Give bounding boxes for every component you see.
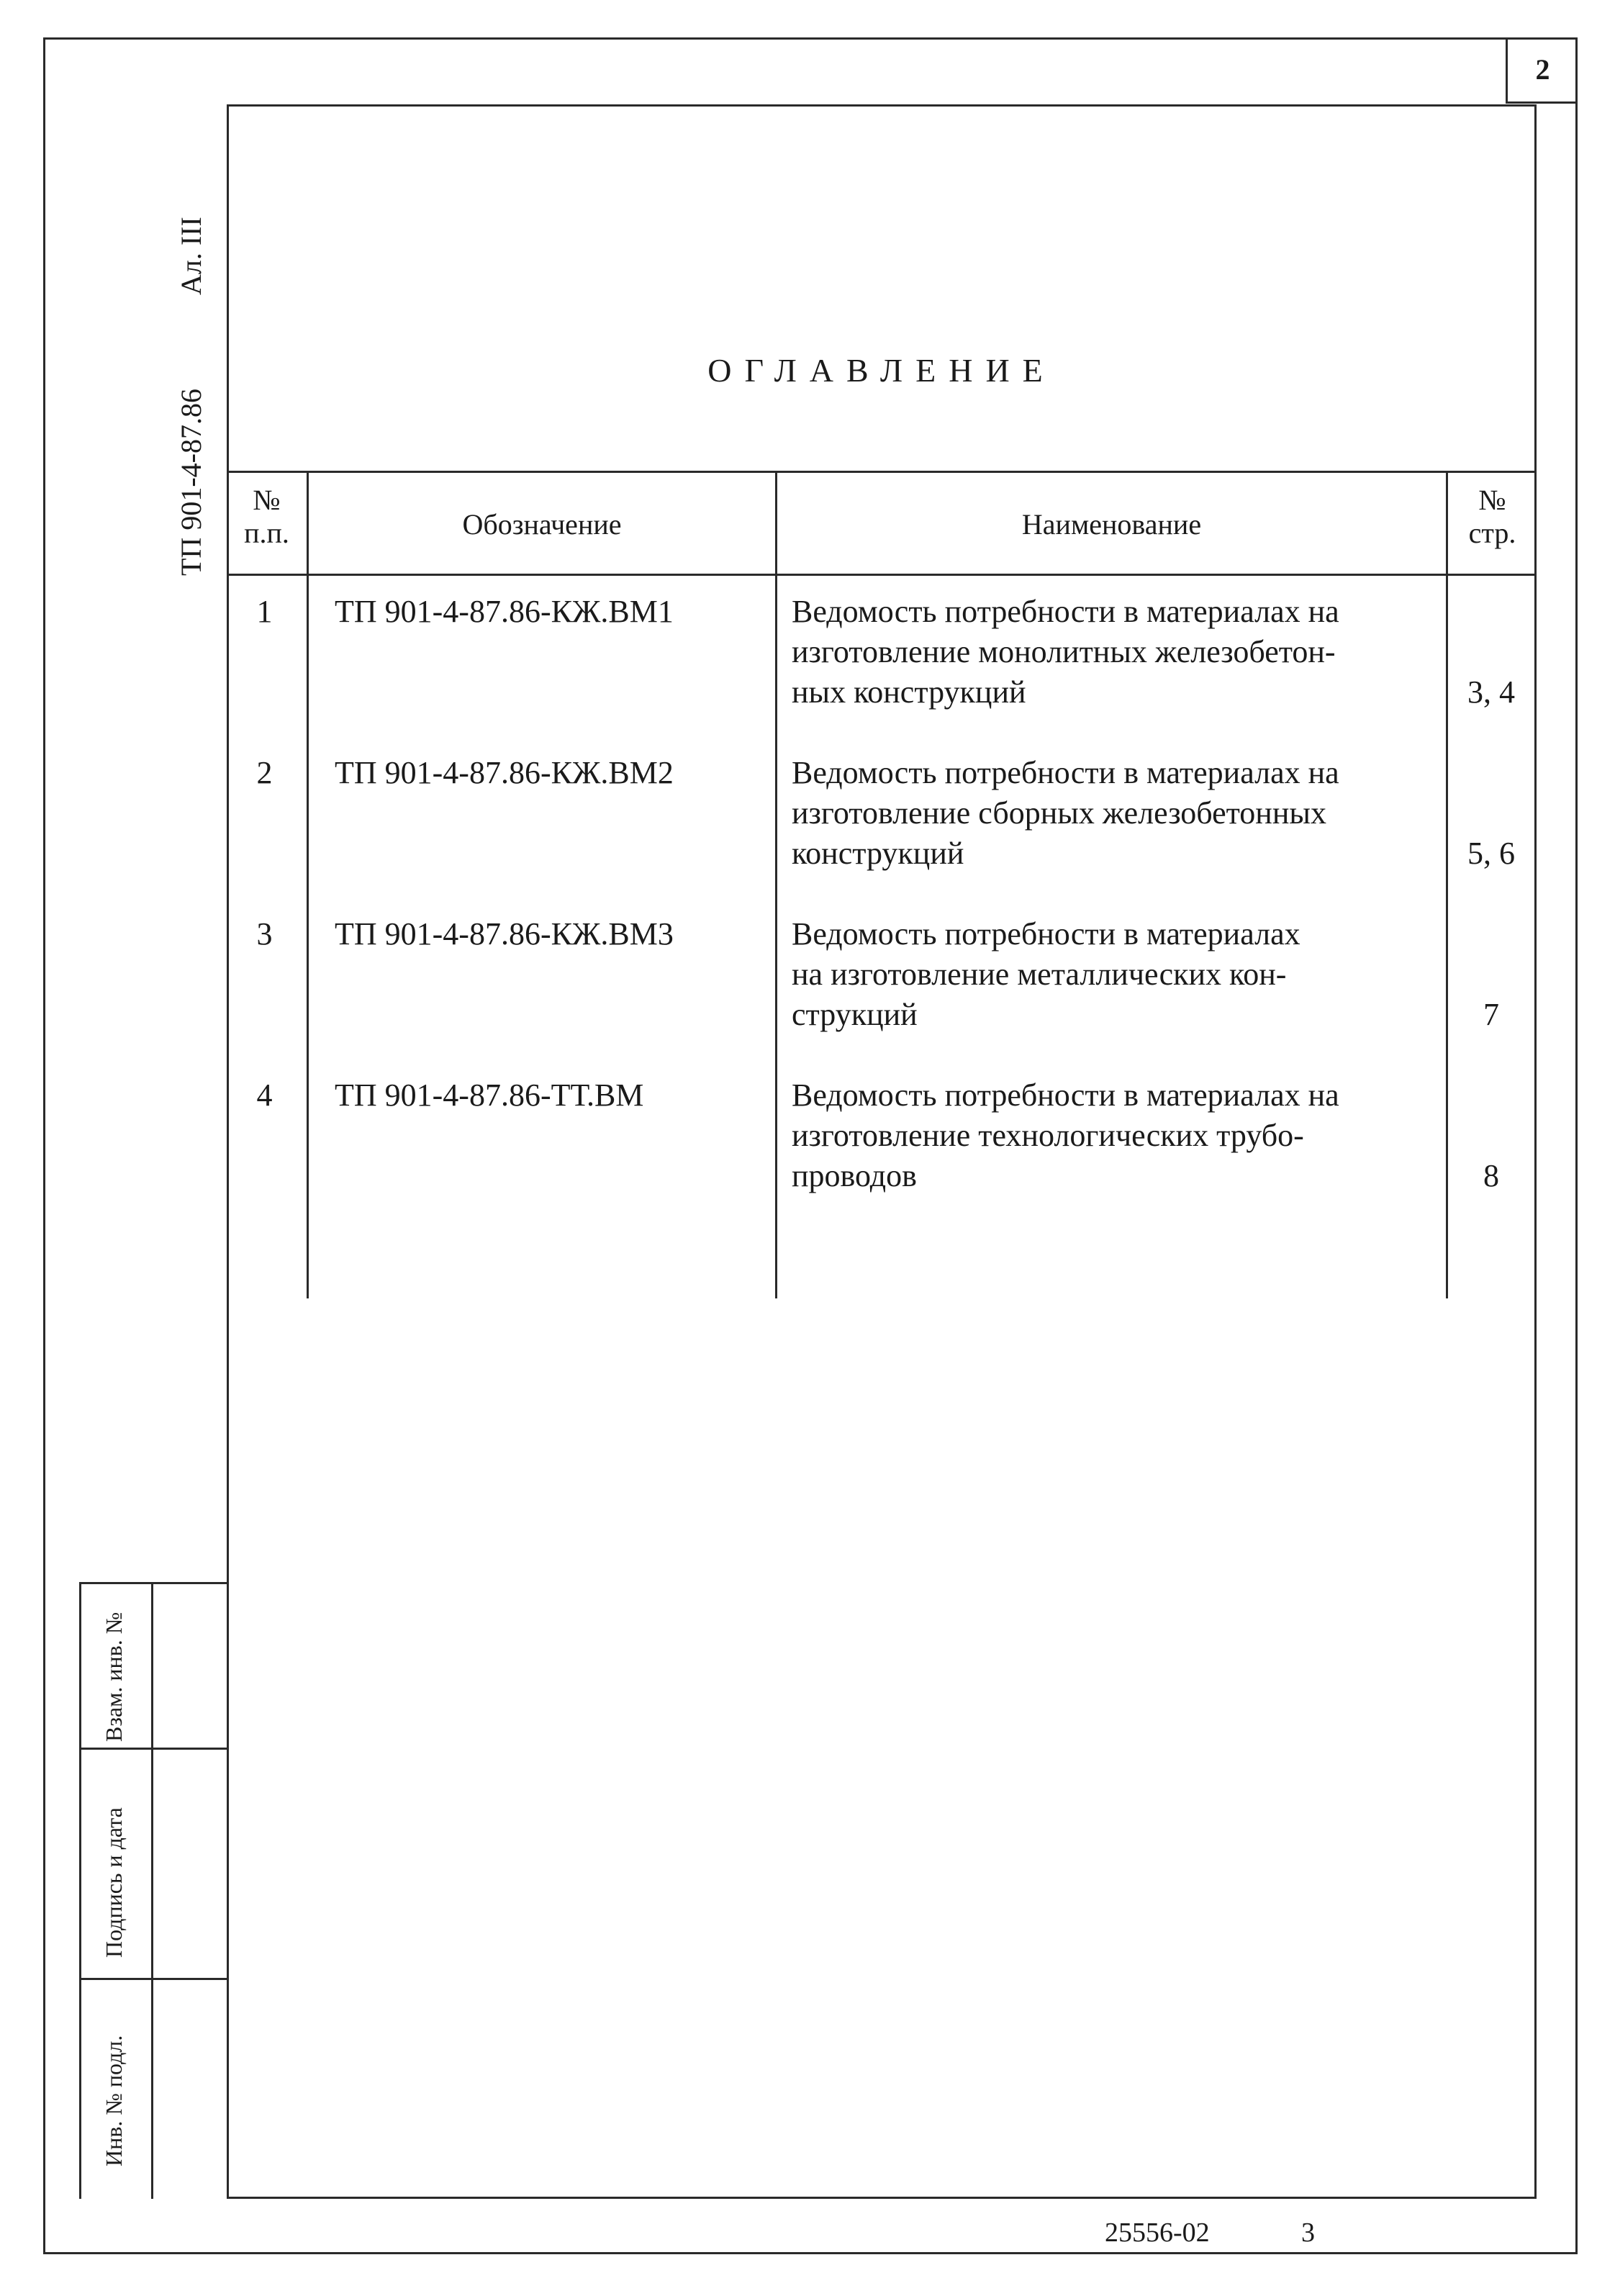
row-3-num: 3 bbox=[256, 916, 273, 952]
stamp-mid-vertical bbox=[151, 1582, 153, 2199]
row-3-name bbox=[792, 914, 1439, 1035]
header-page-abbr: стр. bbox=[1468, 517, 1516, 549]
table-header-bottom-line bbox=[227, 574, 1537, 576]
row-4-name bbox=[792, 1075, 1439, 1196]
row-2-num: 2 bbox=[256, 755, 273, 790]
stamp-replace-inv: Взам. инв. № bbox=[101, 1612, 127, 1742]
row-4-name-line-1: Ведомость потребности в материалах на bbox=[792, 1077, 1339, 1113]
sheet-number: 2 bbox=[1506, 37, 1578, 104]
row-1-num: 1 bbox=[256, 594, 273, 629]
stamp-left-line bbox=[79, 1582, 81, 2199]
row-3-name-line-2: на изготовление металлических кон- bbox=[792, 957, 1287, 992]
row-1-designation: ТП 901-4-87.86-КЖ.ВМ1 bbox=[335, 594, 674, 629]
row-1-name-line-2: изготовление монолитных железобетон- bbox=[792, 634, 1336, 669]
row-3-designation: ТП 901-4-87.86-КЖ.ВМ3 bbox=[335, 916, 674, 952]
stamp-signature-date: Подпись и дата bbox=[101, 1807, 127, 1958]
table-top-line bbox=[227, 471, 1537, 473]
row-3-name-line-3: струкций bbox=[792, 997, 918, 1032]
side-code-label bbox=[174, 217, 208, 576]
row-2-page: 5, 6 bbox=[1467, 836, 1515, 871]
page-title: ОГЛАВЛЕНИЕ bbox=[707, 352, 1056, 389]
row-2-name-line-1: Ведомость потребности в материалах на bbox=[792, 755, 1339, 790]
header-designation: Обозначение bbox=[462, 508, 622, 541]
row-1-name bbox=[792, 592, 1439, 713]
header-page bbox=[1448, 484, 1537, 550]
row-4-designation: ТП 901-4-87.86-ТТ.ВМ bbox=[335, 1077, 644, 1113]
side-album: Ал. III bbox=[175, 217, 207, 296]
stamp-divider-2 bbox=[79, 1978, 229, 1980]
header-name: Наименование bbox=[1021, 508, 1202, 541]
row-4-name-line-3: проводов bbox=[792, 1158, 917, 1193]
row-3-page: 7 bbox=[1483, 997, 1499, 1032]
row-2-name bbox=[792, 753, 1439, 874]
row-2-name-line-2: изготовление сборных железобетонных bbox=[792, 795, 1326, 831]
header-num bbox=[227, 484, 307, 550]
header-page-symbol: № bbox=[1478, 484, 1506, 516]
stamp-top-line bbox=[79, 1582, 229, 1584]
col-divider-2 bbox=[775, 471, 777, 1298]
row-3-name-line-1: Ведомость потребности в материалах bbox=[792, 916, 1300, 952]
header-num-abbr: п.п. bbox=[244, 517, 289, 549]
row-4-page: 8 bbox=[1483, 1158, 1499, 1193]
header-num-symbol: № bbox=[253, 484, 281, 516]
row-1-name-line-1: Ведомость потребности в материалах на bbox=[792, 594, 1339, 629]
row-1-page: 3, 4 bbox=[1467, 674, 1515, 710]
footer-doc-number: 25556-02 bbox=[1105, 2218, 1210, 2248]
row-4-name-line-2: изготовление технологических трубо- bbox=[792, 1118, 1304, 1153]
row-2-name-line-3: конструкций bbox=[792, 836, 964, 871]
side-code: ТП 901-4-87.86 bbox=[175, 389, 207, 576]
col-divider-1 bbox=[307, 471, 309, 1298]
stamp-divider-1 bbox=[79, 1748, 229, 1750]
row-4-num: 4 bbox=[256, 1077, 273, 1113]
footer-page-number: 3 bbox=[1301, 2218, 1315, 2248]
row-2-designation: ТП 901-4-87.86-КЖ.ВМ2 bbox=[335, 755, 674, 790]
row-1-name-line-3: ных конструкций bbox=[792, 674, 1026, 710]
stamp-inv-original: Инв. № подл. bbox=[101, 2035, 127, 2166]
